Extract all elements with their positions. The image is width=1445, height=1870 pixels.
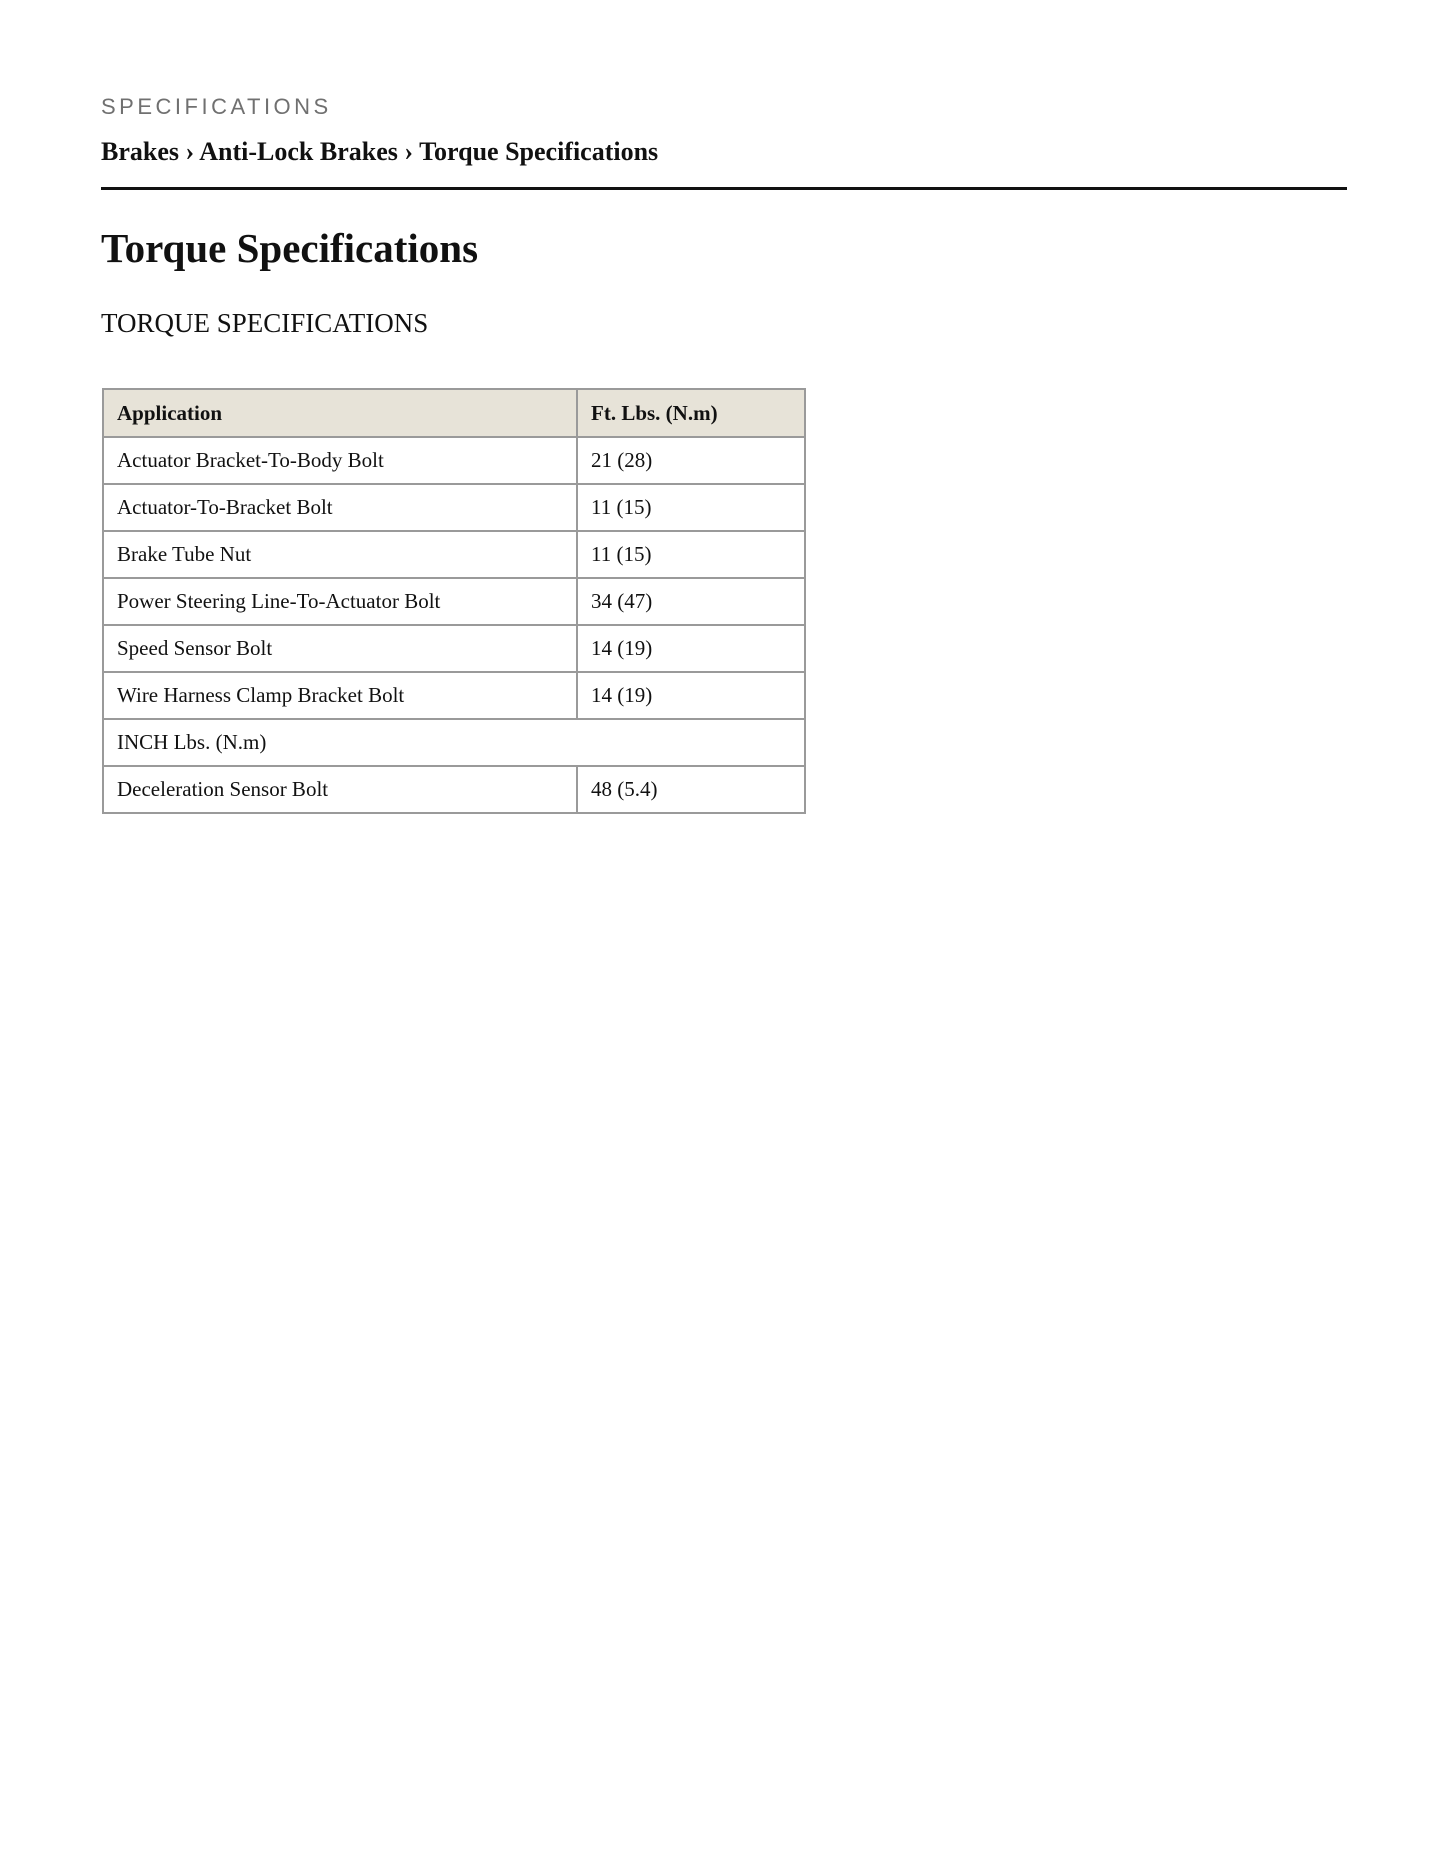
page-title: Torque Specifications [101,225,479,271]
torque-specifications-table [102,388,806,814]
torque-value-cell: 34 (47) [577,578,805,625]
application-cell: Actuator-To-Bracket Bolt [103,484,577,531]
breadcrumb-item-anti-lock-brakes[interactable]: Anti-Lock Brakes [199,137,398,166]
breadcrumb-item-torque-specifications: Torque Specifications [419,137,659,166]
application-cell: Wire Harness Clamp Bracket Bolt [103,672,577,719]
table-row [103,672,805,719]
torque-value-cell: 21 (28) [577,437,805,484]
torque-value-cell: 11 (15) [577,484,805,531]
torque-value-cell: 11 (15) [577,531,805,578]
table-row [103,578,805,625]
breadcrumb [101,137,658,167]
column-header-application: Application [103,389,577,437]
application-cell: Actuator Bracket-To-Body Bolt [103,437,577,484]
table-row [103,531,805,578]
table-row [103,625,805,672]
table-row [103,484,805,531]
table-row [103,766,805,813]
section-label: SPECIFICATIONS [101,94,332,119]
torque-value-cell: 14 (19) [577,672,805,719]
application-cell: Brake Tube Nut [103,531,577,578]
torque-value-cell: 14 (19) [577,625,805,672]
unit-group-label: INCH Lbs. (N.m) [103,719,805,766]
table-heading: TORQUE SPECIFICATIONS [101,308,429,338]
torque-value-cell: 48 (5.4) [577,766,805,813]
breadcrumb-separator: › [185,137,195,166]
breadcrumb-item-brakes[interactable]: Brakes [101,137,179,166]
application-cell: Speed Sensor Bolt [103,625,577,672]
application-cell: Deceleration Sensor Bolt [103,766,577,813]
breadcrumb-separator: › [404,137,414,166]
table-row [103,437,805,484]
column-header-ft-lbs: Ft. Lbs. (N.m) [577,389,805,437]
header-divider [101,187,1347,190]
application-cell: Power Steering Line-To-Actuator Bolt [103,578,577,625]
table-header-row [103,389,805,437]
table-group-row [103,719,805,766]
